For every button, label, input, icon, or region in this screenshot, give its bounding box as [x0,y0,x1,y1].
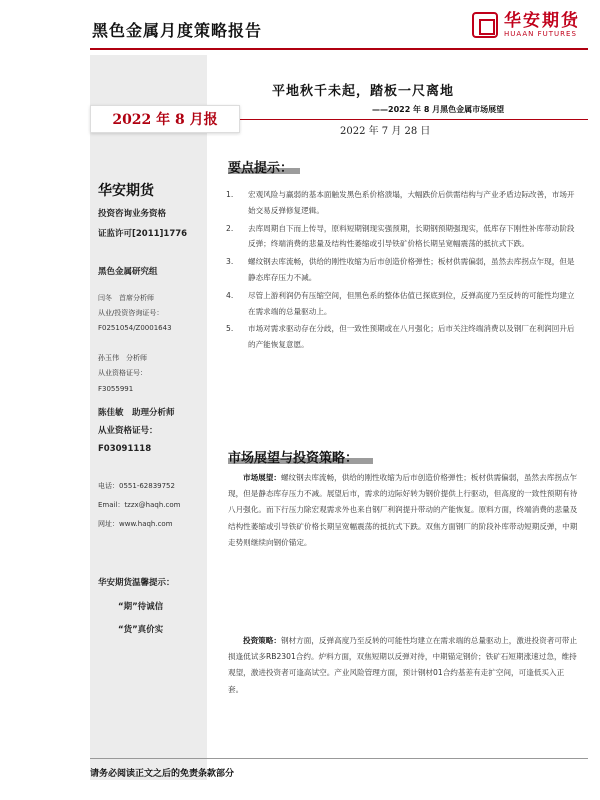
report-subtitle: ——2022 年 8 月黑色金属市场展望 [372,105,505,114]
analyst-2-cert-label: 从业资格证号： [98,369,147,377]
key-point: 1. 宏观风险与赢弱的基本面触发黑色系价格溃塌，大幅跌价后供需结构与产业矛盾边际改善，市场开始交易反弹修复逻辑。 [226,190,575,215]
logo-chinese-name: 华安期货 [504,11,580,31]
reminder-title: 华安期货温馨提示： [98,578,175,588]
sidebar-institute: 黑色金属研究组 [98,267,158,277]
key-point: 3. 螺纹钢去库流畅，供给的刚性收缩为后市创造价格弹性；板材供需偏弱，虽然去库拐点乍现，但是静态库存压力不减。 [226,257,575,282]
analyst-1-cert-label: 从业/投资咨询证号： [98,309,164,317]
key-point: 5. 市场对需求驱动存在分歧，但一致性预期或在八月强化；后市关注终端消费以及钢厂在利润回升后的产能恢复意愿。 [226,324,575,350]
sidebar-company-name: 华安期货 [98,183,154,199]
report-date: 2022 年 7 月 28 日 [340,126,431,137]
key-point: 2. 去库周期自下而上传导，原料短期钢现实强预期，长期钢预期强现实，低库存下刚性补库带动阶段反弹；终端消费的悲量及结构性萎缩或引导铁矿价格长期呈宽幅震荡的抵抗式下跌。 [226,223,575,249]
disclaimer-note[interactable]: 请务必阅读正文之后的免责条款部分 [90,769,235,779]
key-points-list [226,187,578,355]
logo-english-name: HUAAN FUTURES [504,30,577,38]
sidebar-license: 证监许可[2011]1776 [98,229,188,239]
report-main-title: 平地秋千未起，踏板一尺离地 [272,84,455,99]
report-period-tag: 2022 年 8 月报 [90,105,240,133]
sidebar-qualification: 投资咨询业务资格 [98,209,167,219]
market-outlook-paragraph: 市场展望：螺纹钢去库流畅，供给的刚性收缩为后市创造价格弹性；板材供需偏弱，虽然去库拐点乍现，但是静态库存压力不减。展望后市，需求的边际好转为钢价提供上行驱动，但高度的一致性预期有待八月强化。而下行压力除宏观需求外也来自钢厂利润提升带动的产能恢复。原料方面，终端消费的悲量及结构性萎缩或引导铁矿价格长期呈宽幅震荡的抵抗式下跌。双焦方面钢厂的阶段补库带动短期反弹，中期走势则继续向钢价锚定。 [228,473,578,547]
market-outlook-label: 市场展望： [243,473,281,482]
outlook-title: 市场展望与投资策略： [228,451,359,466]
footer-divider [90,758,588,759]
assistant-cert-label: 从业资格证号： [98,426,158,436]
key-points-title: 要点提示： [228,161,294,176]
analyst-1-cert: F0251054/Z0001643 [98,324,172,332]
analyst-1-name: 闫冬 首席分析师 [98,294,154,302]
contact-email[interactable]: Email：tzzx@haqh.com [98,501,181,509]
investment-strategy-paragraph: 投资策略：钢材方面，反弹高度乃至反转的可能性均建立在需求端的总量驱动上，激进投资者可带止损逢低试多RB2301合约。炉料方面，双焦短期以反弹对待，中期锚定钢价；铁矿石短期涨速过急，维持观望，激进投资者可逢高试空。产业风险管理方面，预计钢材01合约基差有走扩空间，可逢低买入正套。 [228,636,578,694]
report-series-title: 黑色金属月度策略报告 [92,21,263,40]
company-logo [472,12,580,38]
assistant-cert: F03091118 [98,444,152,454]
assistant-name: 陈佳敏 助理分析师 [98,408,175,418]
investment-strategy-label: 投资策略： [243,636,281,645]
contact-phone: 电话：0551-62839752 [98,482,175,490]
logo-mark-icon [472,12,498,38]
reminder-line-2: “货”真价实 [118,625,164,635]
key-point: 4. 尽管上游利润仍有压缩空间，但黑色系的整体估值已探底到位，反弹高度乃至反转的可能性均建立在需求端的总量驱动上。 [226,290,575,316]
reminder-line-1: “期”待诚信 [118,602,164,612]
contact-website[interactable]: 网址：www.haqh.com [98,520,173,528]
analyst-2-cert: F3055991 [98,385,134,393]
header-divider [90,48,588,50]
analyst-2-name: 孙玉伟 分析师 [98,354,147,362]
title-divider [240,119,588,120]
